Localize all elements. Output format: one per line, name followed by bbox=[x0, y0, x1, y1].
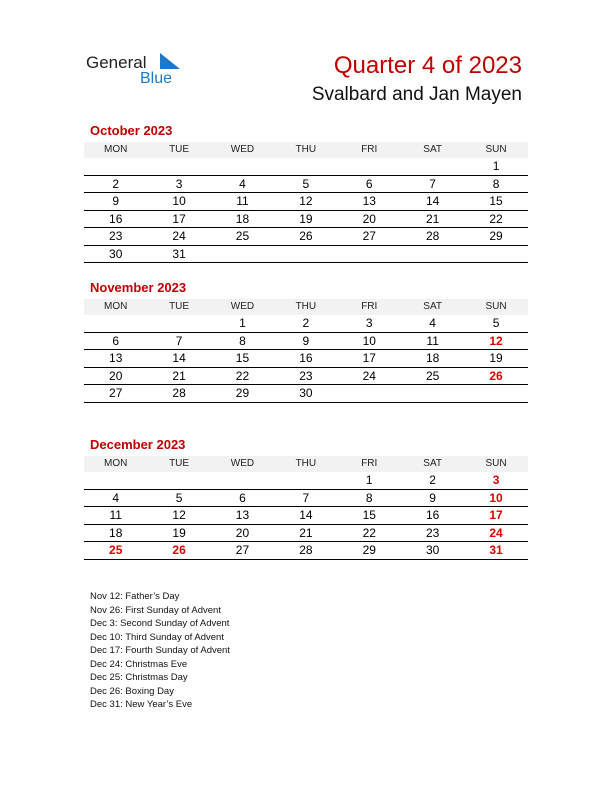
day-cell: 7 bbox=[175, 333, 183, 348]
day-cell: 31 bbox=[172, 246, 186, 261]
day-cell: 17 bbox=[489, 508, 503, 522]
weekday-label: TUE bbox=[169, 144, 190, 155]
weekday-label: THU bbox=[295, 144, 317, 155]
day-cell: 27 bbox=[235, 543, 250, 557]
logo-triangle-icon bbox=[160, 53, 180, 71]
day-cell: 3 bbox=[365, 316, 373, 330]
day-cell: 18 bbox=[235, 211, 250, 226]
month-grid bbox=[84, 456, 528, 560]
day-cell: 12 bbox=[299, 194, 313, 208]
empty-day-cell bbox=[84, 472, 147, 489]
day-cell: 15 bbox=[235, 351, 250, 365]
weekday-label: MON bbox=[104, 458, 128, 469]
day-cell: 30 bbox=[299, 386, 313, 400]
day-cell: 13 bbox=[109, 351, 123, 365]
day-cell: 28 bbox=[299, 543, 313, 557]
empty-day-cell bbox=[338, 385, 401, 402]
day-cell: 1 bbox=[492, 159, 500, 173]
month-title: December 2023 bbox=[90, 437, 186, 452]
month-block bbox=[84, 436, 528, 560]
day-cell: 26 bbox=[172, 543, 186, 557]
day-cell: 13 bbox=[362, 194, 376, 208]
day-cell: 6 bbox=[365, 176, 373, 191]
logo-general-text: General bbox=[86, 53, 147, 72]
empty-day-cell bbox=[84, 315, 147, 332]
weekday-label: SAT bbox=[423, 301, 442, 312]
week-row bbox=[84, 368, 528, 386]
day-cell: 26 bbox=[299, 229, 313, 243]
weekday-label: SUN bbox=[485, 144, 507, 155]
weekday-label: MON bbox=[104, 144, 128, 155]
day-cell: 16 bbox=[425, 508, 440, 522]
day-cell: 19 bbox=[299, 211, 313, 226]
day-cell: 22 bbox=[235, 368, 250, 383]
week-row bbox=[84, 333, 528, 351]
day-cell: 19 bbox=[172, 525, 186, 540]
empty-day-cell bbox=[274, 472, 337, 489]
week-row bbox=[84, 193, 528, 211]
day-cell: 5 bbox=[302, 176, 310, 191]
week-row bbox=[84, 490, 528, 508]
week-row bbox=[84, 246, 528, 264]
day-cell: 9 bbox=[302, 333, 310, 348]
day-cell: 12 bbox=[172, 508, 186, 522]
weekday-label: FRI bbox=[361, 301, 378, 312]
weekday-label: WED bbox=[230, 458, 255, 469]
day-cell: 25 bbox=[235, 229, 250, 243]
week-row bbox=[84, 542, 528, 560]
day-cell: 7 bbox=[302, 490, 310, 505]
month-block bbox=[84, 122, 528, 263]
weekday-label: TUE bbox=[169, 301, 190, 312]
day-cell: 14 bbox=[425, 194, 440, 208]
day-cell: 11 bbox=[236, 194, 249, 208]
day-cell: 18 bbox=[425, 351, 440, 365]
holiday-item: Dec 26: Boxing Day bbox=[90, 685, 174, 697]
day-cell: 10 bbox=[362, 333, 376, 348]
empty-day-cell bbox=[211, 246, 274, 263]
day-cell: 25 bbox=[109, 543, 123, 557]
day-cell: 21 bbox=[299, 525, 313, 540]
weekday-label: THU bbox=[295, 301, 317, 312]
day-cell: 26 bbox=[489, 368, 503, 383]
holiday-item: Dec 3: Second Sunday of Advent bbox=[90, 618, 230, 629]
day-cell: 23 bbox=[299, 368, 313, 383]
day-cell: 27 bbox=[109, 386, 123, 400]
weekday-label: THU bbox=[295, 458, 317, 469]
day-cell: 17 bbox=[172, 211, 186, 226]
day-cell: 23 bbox=[109, 229, 123, 243]
page-subtitle: Svalbard and Jan Mayen bbox=[311, 84, 522, 105]
month-title: October 2023 bbox=[90, 123, 173, 138]
holiday-list bbox=[90, 590, 230, 712]
day-cell: 10 bbox=[489, 490, 503, 505]
empty-day-cell bbox=[211, 472, 274, 489]
empty-day-cell bbox=[401, 385, 464, 402]
month-block bbox=[84, 279, 528, 403]
week-row bbox=[84, 211, 528, 229]
day-cell: 8 bbox=[492, 176, 500, 191]
holiday-item: Dec 10: Third Sunday of Advent bbox=[90, 631, 224, 643]
day-cell: 11 bbox=[109, 508, 122, 522]
day-cell: 20 bbox=[109, 368, 123, 383]
day-cell: 1 bbox=[365, 473, 373, 487]
week-row bbox=[84, 228, 528, 246]
weekday-label: SUN bbox=[485, 301, 507, 312]
day-cell: 28 bbox=[425, 229, 440, 243]
weekday-header-row bbox=[84, 299, 528, 315]
logo-blue-text: Blue bbox=[140, 70, 173, 87]
week-row bbox=[84, 525, 528, 543]
generalblue-logo bbox=[86, 50, 196, 90]
empty-day-cell bbox=[401, 158, 464, 175]
holiday-item: Nov 26: First Sunday of Advent bbox=[90, 604, 221, 616]
day-cell: 9 bbox=[429, 490, 436, 505]
day-cell: 6 bbox=[239, 490, 246, 505]
day-cell: 14 bbox=[299, 508, 313, 522]
empty-day-cell bbox=[211, 158, 274, 175]
day-cell: 18 bbox=[109, 525, 123, 540]
day-cell: 9 bbox=[112, 194, 120, 208]
weekday-header-row bbox=[84, 456, 528, 472]
holiday-item: Dec 24: Christmas Eve bbox=[90, 658, 188, 670]
day-cell: 20 bbox=[235, 525, 250, 540]
page-title: Quarter 4 of 2023 bbox=[333, 52, 522, 79]
day-cell: 2 bbox=[429, 473, 436, 487]
day-cell: 7 bbox=[429, 176, 436, 191]
day-cell: 1 bbox=[239, 316, 246, 330]
day-cell: 30 bbox=[109, 246, 123, 261]
empty-day-cell bbox=[147, 158, 210, 175]
week-row bbox=[84, 350, 528, 368]
day-cell: 8 bbox=[239, 333, 246, 348]
weekday-label: FRI bbox=[361, 458, 378, 469]
day-cell: 15 bbox=[489, 194, 503, 208]
holiday-item: Dec 17: Fourth Sunday of Advent bbox=[90, 645, 230, 656]
day-cell: 25 bbox=[425, 368, 440, 383]
day-cell: 20 bbox=[362, 211, 376, 226]
holiday-item: Dec 25: Christmas Day bbox=[90, 672, 188, 683]
day-cell: 19 bbox=[489, 351, 503, 365]
day-cell: 30 bbox=[425, 543, 440, 557]
day-cell: 4 bbox=[239, 176, 246, 191]
day-cell: 16 bbox=[109, 211, 123, 226]
empty-day-cell bbox=[338, 246, 401, 263]
day-cell: 4 bbox=[112, 490, 120, 505]
weekday-label: SAT bbox=[423, 458, 442, 469]
empty-day-cell bbox=[338, 158, 401, 175]
weekday-label: MON bbox=[104, 301, 128, 312]
day-cell: 21 bbox=[172, 368, 186, 383]
day-cell: 3 bbox=[492, 473, 500, 487]
week-row bbox=[84, 507, 528, 525]
week-row bbox=[84, 472, 528, 490]
day-cell: 16 bbox=[299, 351, 313, 365]
empty-day-cell bbox=[401, 246, 464, 263]
day-cell: 12 bbox=[489, 333, 503, 348]
day-cell: 29 bbox=[489, 229, 503, 243]
empty-day-cell bbox=[147, 315, 210, 332]
day-cell: 2 bbox=[302, 316, 310, 330]
weekday-label: TUE bbox=[169, 458, 190, 469]
day-cell: 10 bbox=[172, 194, 186, 208]
day-cell: 21 bbox=[425, 211, 440, 226]
day-cell: 27 bbox=[362, 229, 376, 243]
day-cell: 28 bbox=[172, 386, 186, 400]
day-cell: 29 bbox=[235, 386, 250, 400]
empty-day-cell bbox=[274, 246, 337, 263]
day-cell: 29 bbox=[362, 543, 376, 557]
month-grid bbox=[84, 299, 528, 403]
week-row bbox=[84, 385, 528, 403]
holiday-item: Dec 31: New Year’s Eve bbox=[90, 699, 193, 710]
holiday-item: Nov 12: Father’s Day bbox=[90, 591, 180, 602]
weekday-label: WED bbox=[230, 301, 255, 312]
empty-day-cell bbox=[464, 385, 527, 402]
day-cell: 11 bbox=[426, 333, 439, 348]
week-row bbox=[84, 176, 528, 194]
weekday-label: WED bbox=[230, 144, 255, 155]
empty-day-cell bbox=[464, 246, 527, 263]
day-cell: 5 bbox=[175, 490, 183, 505]
weekday-label: SAT bbox=[423, 144, 442, 155]
day-cell: 15 bbox=[362, 508, 376, 522]
empty-day-cell bbox=[84, 158, 147, 175]
day-cell: 14 bbox=[172, 351, 186, 365]
weekday-label: FRI bbox=[361, 144, 378, 155]
day-cell: 4 bbox=[429, 316, 436, 330]
weekday-header-row bbox=[84, 142, 528, 158]
week-row bbox=[84, 158, 528, 176]
day-cell: 24 bbox=[172, 229, 186, 243]
day-cell: 13 bbox=[235, 508, 250, 522]
day-cell: 24 bbox=[362, 368, 376, 383]
day-cell: 17 bbox=[362, 351, 376, 365]
empty-day-cell bbox=[274, 158, 337, 175]
empty-day-cell bbox=[147, 472, 210, 489]
day-cell: 22 bbox=[362, 525, 376, 540]
day-cell: 3 bbox=[175, 176, 183, 191]
day-cell: 31 bbox=[489, 543, 503, 557]
day-cell: 6 bbox=[112, 333, 120, 348]
day-cell: 22 bbox=[489, 211, 503, 226]
day-cell: 5 bbox=[492, 316, 500, 330]
month-title: November 2023 bbox=[90, 280, 187, 295]
day-cell: 23 bbox=[425, 525, 440, 540]
month-grid bbox=[84, 142, 528, 263]
day-cell: 24 bbox=[489, 525, 503, 540]
day-cell: 2 bbox=[112, 176, 120, 191]
week-row bbox=[84, 315, 528, 333]
weekday-label: SUN bbox=[485, 458, 507, 469]
day-cell: 8 bbox=[365, 490, 373, 505]
